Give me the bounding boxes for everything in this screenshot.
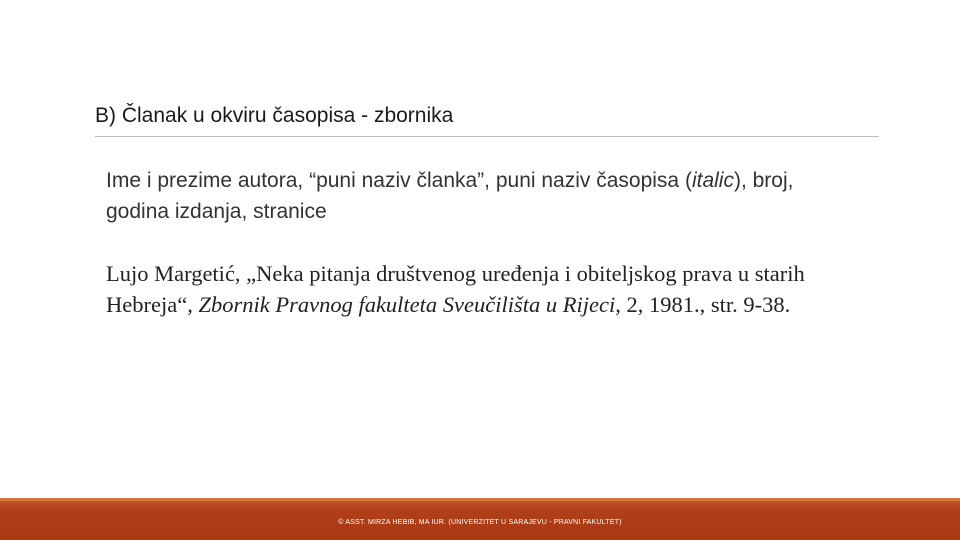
citation-journal-title: Zbornik Pravnog fakulteta Sveučilišta u Rijeci	[198, 292, 616, 317]
slide-title: B) Članak u okviru časopisa - zbornika	[95, 104, 454, 127]
format-description	[106, 165, 846, 227]
citation-example	[106, 258, 876, 320]
title-divider	[95, 136, 879, 137]
citation-text-part2: , 2, 1981., str. 9-38.	[615, 292, 791, 317]
format-text-part1: Ime i prezime autora, “puni naziv članka”, puni naziv časopisa (	[106, 169, 692, 192]
format-text-part2: ), broj, godina izdanja, stranice	[106, 169, 794, 223]
format-text-italic: italic	[691, 169, 734, 192]
citation-text-part1: Lujo Margetić, „Neka pitanja društvenog uređenja i obiteljskog prava u starih Hebreja“,	[106, 261, 805, 317]
footer-copyright: © ASST. MIRZA HEBIB, MA IUR. (UNIVERZITET U SARAJEVU - PRAVNI FAKULTET)	[338, 519, 622, 526]
